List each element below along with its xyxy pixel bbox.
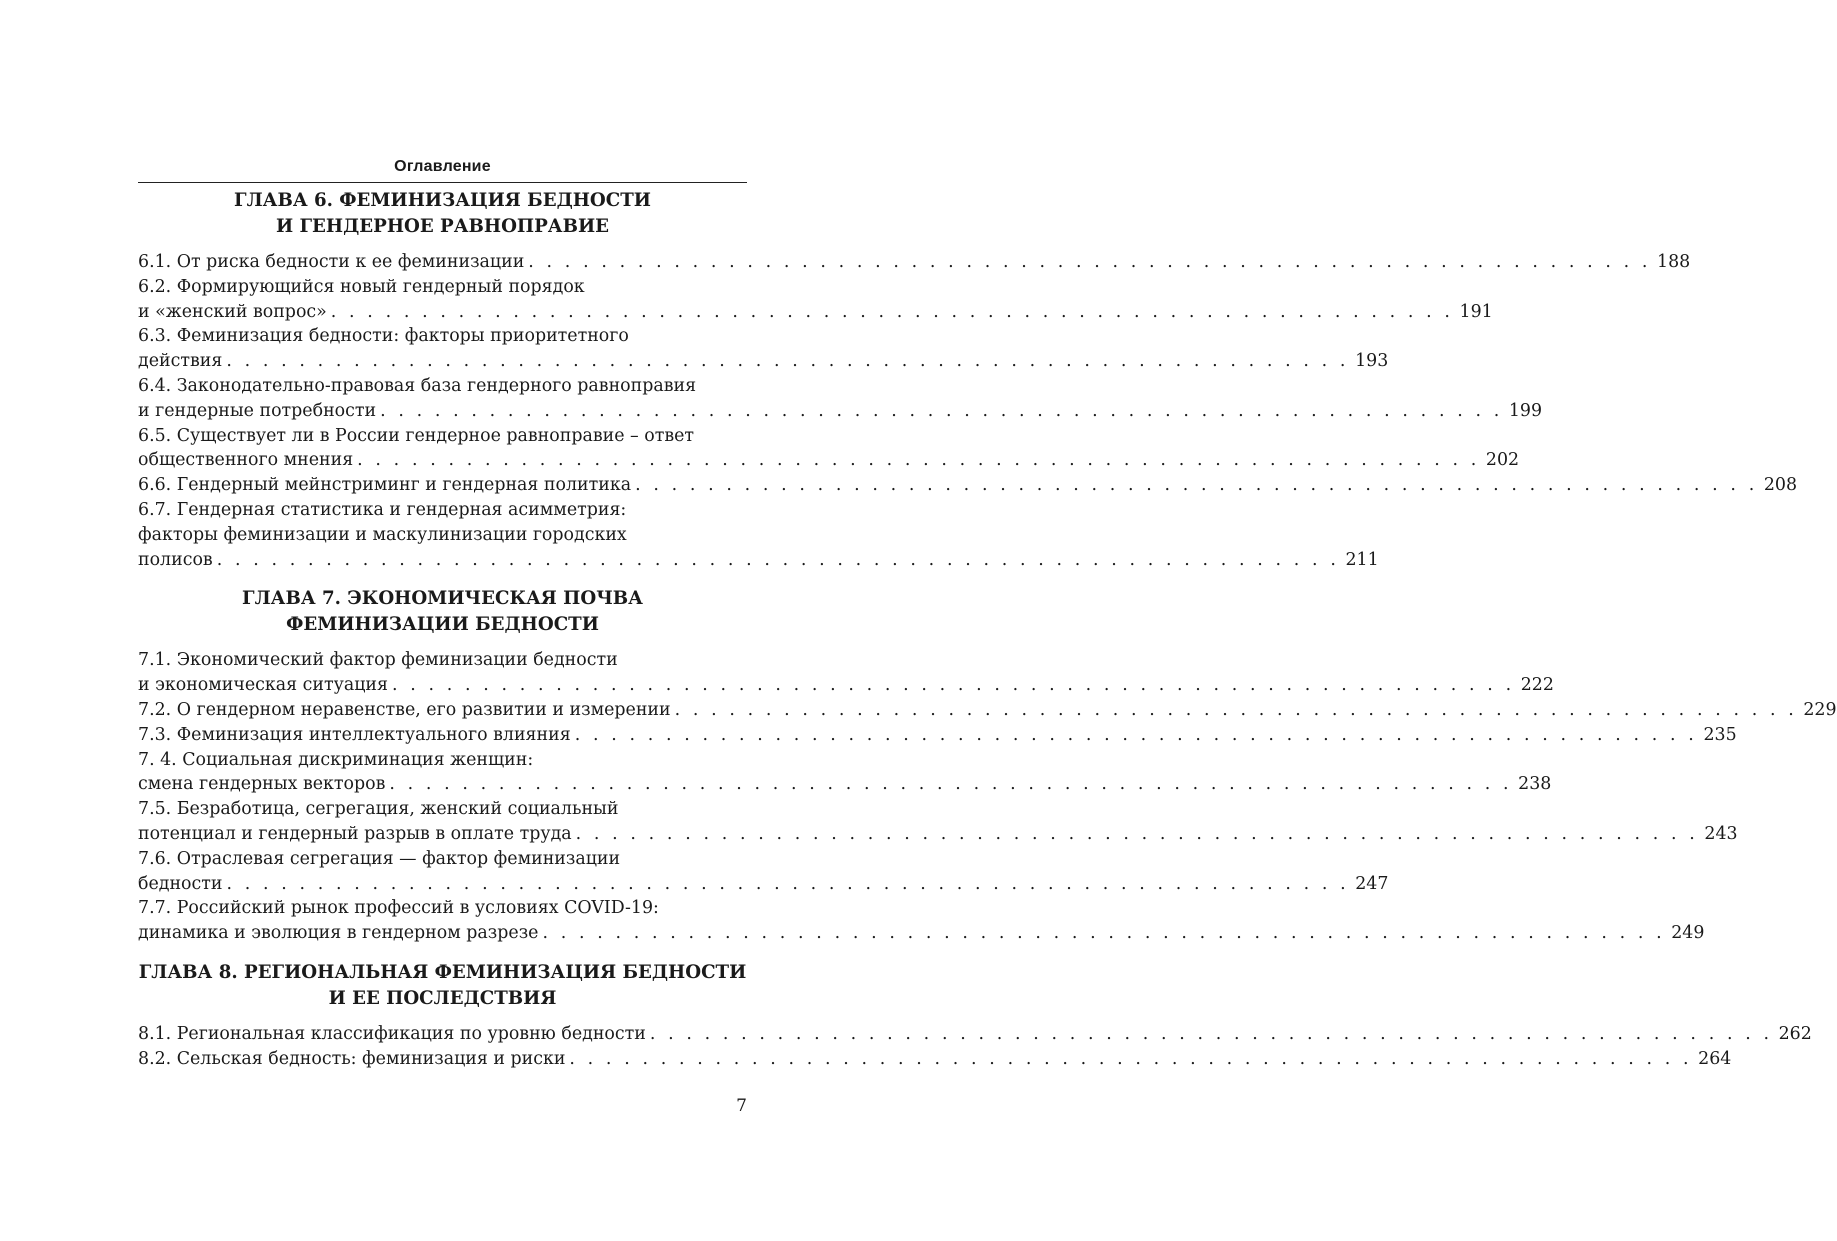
toc-entry-line: 7.1. Экономический фактор феминизации бедности <box>138 650 618 671</box>
chapter-title-line: И ЕЕ ПОСЛЕДСТВИЯ <box>328 987 557 1009</box>
toc-entry[interactable] <box>138 797 1738 847</box>
toc-page-number: 208 <box>1763 475 1798 496</box>
toc-entry[interactable] <box>138 250 1691 275</box>
header-rule <box>138 182 747 183</box>
running-head: Оглавление <box>394 158 491 175</box>
toc-entry[interactable] <box>138 374 1543 424</box>
dot-leader: . . . . . . . . . . . . . . . . . . . . . . . . . . . . . . . . . . . . . . . . . . . . . . . . . . . . . . . . . . . . . . <box>575 823 1699 844</box>
dot-leader: . . . . . . . . . . . . . . . . . . . . . . . . . . . . . . . . . . . . . . . . . . . . . . . . . . . . . . . . . . . . . . <box>380 400 1503 421</box>
chapter-title-line: ГЛАВА 8. РЕГИОНАЛЬНАЯ ФЕМИНИЗАЦИЯ БЕДНОСТИ <box>138 961 747 983</box>
toc-page-number: 191 <box>1459 301 1493 322</box>
toc-page-number: 199 <box>1508 400 1543 421</box>
toc-entry[interactable] <box>138 1047 1732 1072</box>
toc-entry-title: 8.1. Региональная классификация по уровню бедности <box>138 1023 646 1044</box>
page-number: 7 <box>736 1096 747 1116</box>
dot-leader: . . . . . . . . . . . . . . . . . . . . . . . . . . . . . . . . . . . . . . . . . . . . . . . . . . . . . . . . . . . . . . <box>226 351 1350 372</box>
toc-entry[interactable] <box>138 324 1389 374</box>
toc-page-number: 249 <box>1671 923 1705 944</box>
dot-leader: . . . . . . . . . . . . . . . . . . . . . . . . . . . . . . . . . . . . . . . . . . . . . . . . . . . . . . . . . . . . . . <box>226 873 1350 894</box>
toc-entry-title: смена гендерных векторов <box>138 774 386 795</box>
chapter-section <box>138 188 1798 572</box>
dot-leader: . . . . . . . . . . . . . . . . . . . . . . . . . . . . . . . . . . . . . . . . . . . . . . . . . . . . . . . . . . . . . . <box>649 1023 1773 1044</box>
chapter-title-line: И ГЕНДЕРНОЕ РАВНОПРАВИЕ <box>275 216 610 237</box>
toc-entry[interactable] <box>138 698 1837 723</box>
toc-entry-title: динамика и эволюция в гендерном разрезе <box>138 923 539 944</box>
toc-entry-line: 7. 4. Социальная дискриминация женщин: <box>138 749 534 770</box>
toc-entry-line: 7.5. Безработица, сегрегация, женский социальный <box>138 799 619 820</box>
toc-entry[interactable] <box>138 275 1493 325</box>
toc-entry-title: 8.2. Сельская бедность: феминизация и риски <box>138 1048 566 1069</box>
toc-entry-title: 6.6. Гендерный мейнстриминг и гендерная политика <box>138 475 632 496</box>
toc-entry-title: 7.2. О гендерном неравенстве, его развитии и измерении <box>138 699 671 720</box>
chapter-title-line: ФЕМИНИЗАЦИИ БЕДНОСТИ <box>286 614 599 636</box>
toc-entry[interactable] <box>138 748 1552 798</box>
toc-entry-title: полисов <box>138 549 213 570</box>
toc-entry[interactable] <box>138 1022 1812 1047</box>
toc-entry[interactable] <box>138 723 1737 748</box>
dot-leader: . . . . . . . . . . . . . . . . . . . . . . . . . . . . . . . . . . . . . . . . . . . . . . . . . . . . . . . . . . . . . . <box>389 774 1513 795</box>
dot-leader: . . . . . . . . . . . . . . . . . . . . . . . . . . . . . . . . . . . . . . . . . . . . . . . . . . . . . . . . . . . . . . <box>674 699 1798 720</box>
dot-leader: . . . . . . . . . . . . . . . . . . . . . . . . . . . . . . . . . . . . . . . . . . . . . . . . . . . . . . . . . . . . . . <box>216 549 1340 570</box>
toc-page-number: 211 <box>1345 549 1379 570</box>
toc-entry-title: 7.3. Феминизация интеллектуального влияния <box>138 724 571 745</box>
toc-page-number: 238 <box>1518 774 1552 795</box>
toc-entry-title: действия <box>138 351 223 372</box>
toc-page-number: 202 <box>1485 450 1520 471</box>
toc-entry-title: потенциал и гендерный разрыв в оплате труда <box>138 823 572 844</box>
toc-entry-line: 6.3. Феминизация бедности: факторы приоритетного <box>138 326 629 347</box>
toc-page-number: 193 <box>1355 351 1389 372</box>
table-of-contents <box>138 188 1837 1086</box>
toc-page-number: 188 <box>1657 252 1691 272</box>
toc-page-number: 229 <box>1803 699 1837 720</box>
chapter-title <box>138 586 747 638</box>
toc-entry[interactable] <box>138 424 1520 474</box>
toc-entry-title: и гендерные потребности <box>138 400 377 421</box>
dot-leader: . . . . . . . . . . . . . . . . . . . . . . . . . . . . . . . . . . . . . . . . . . . . . . . . . . . . . . . . . . . . . . <box>528 252 1652 272</box>
toc-entry-line: 6.7. Гендерная статистика и гендерная асимметрия: <box>138 499 627 520</box>
chapter-title <box>138 188 747 240</box>
toc-entry[interactable] <box>138 498 1379 572</box>
toc-page-number: 264 <box>1698 1048 1732 1069</box>
toc-entry-line: 7.7. Российский рынок профессий в условиях COVID-19: <box>138 898 659 919</box>
toc-entry-line: 6.2. Формирующийся новый гендерный порядок <box>138 276 585 297</box>
toc-entry[interactable] <box>138 847 1389 897</box>
toc-entry-line: 6.4. Законодательно-правовая база гендерного равноправия <box>138 375 697 396</box>
chapter-title <box>138 960 747 1012</box>
toc-page-number: 235 <box>1703 724 1737 745</box>
chapter-section <box>138 586 1837 946</box>
chapter-section <box>138 960 1812 1072</box>
toc-entry-title: 6.1. От риска бедности к ее феминизации <box>138 252 525 272</box>
toc-entry[interactable] <box>138 648 1554 698</box>
dot-leader: . . . . . . . . . . . . . . . . . . . . . . . . . . . . . . . . . . . . . . . . . . . . . . . . . . . . . . . . . . . . . . <box>574 724 1698 745</box>
chapter-title-line: ГЛАВА 7. ЭКОНОМИЧЕСКАЯ ПОЧВА <box>242 588 643 610</box>
toc-entry-line: 6.5. Существует ли в России гендерное равноправие – ответ <box>138 425 695 446</box>
toc-page-number: 222 <box>1520 675 1554 696</box>
toc-page-number: 243 <box>1704 823 1738 844</box>
toc-entry-title: общественного мнения <box>138 450 354 471</box>
toc-entry-line: 7.6. Отраслевая сегрегация — фактор феминизации <box>138 848 621 869</box>
toc-page-number: 247 <box>1355 873 1389 894</box>
dot-leader: . . . . . . . . . . . . . . . . . . . . . . . . . . . . . . . . . . . . . . . . . . . . . . . . . . . . . . . . . . . . . . <box>357 450 1480 471</box>
toc-page-number: 262 <box>1778 1023 1812 1044</box>
dot-leader: . . . . . . . . . . . . . . . . . . . . . . . . . . . . . . . . . . . . . . . . . . . . . . . . . . . . . . . . . . . . . . <box>391 675 1515 696</box>
toc-entry[interactable] <box>138 473 1798 498</box>
toc-entry-title: и «женский вопрос» <box>138 301 327 322</box>
dot-leader: . . . . . . . . . . . . . . . . . . . . . . . . . . . . . . . . . . . . . . . . . . . . . . . . . . . . . . . . . . . . . . <box>330 301 1454 322</box>
chapter-title-line: ГЛАВА 6. ФЕМИНИЗАЦИЯ БЕДНОСТИ <box>234 190 651 211</box>
toc-entry-title: бедности <box>138 873 223 894</box>
toc-entry-title: и экономическая ситуация <box>138 675 388 696</box>
dot-leader: . . . . . . . . . . . . . . . . . . . . . . . . . . . . . . . . . . . . . . . . . . . . . . . . . . . . . . . . . . . . . . <box>635 475 1758 496</box>
dot-leader: . . . . . . . . . . . . . . . . . . . . . . . . . . . . . . . . . . . . . . . . . . . . . . . . . . . . . . . . . . . . . . <box>569 1048 1693 1069</box>
toc-entry-line: факторы феминизации и маскулинизации городских <box>138 524 627 545</box>
dot-leader: . . . . . . . . . . . . . . . . . . . . . . . . . . . . . . . . . . . . . . . . . . . . . . . . . . . . . . . . . . . . . . <box>542 923 1666 944</box>
toc-entry[interactable] <box>138 896 1705 946</box>
